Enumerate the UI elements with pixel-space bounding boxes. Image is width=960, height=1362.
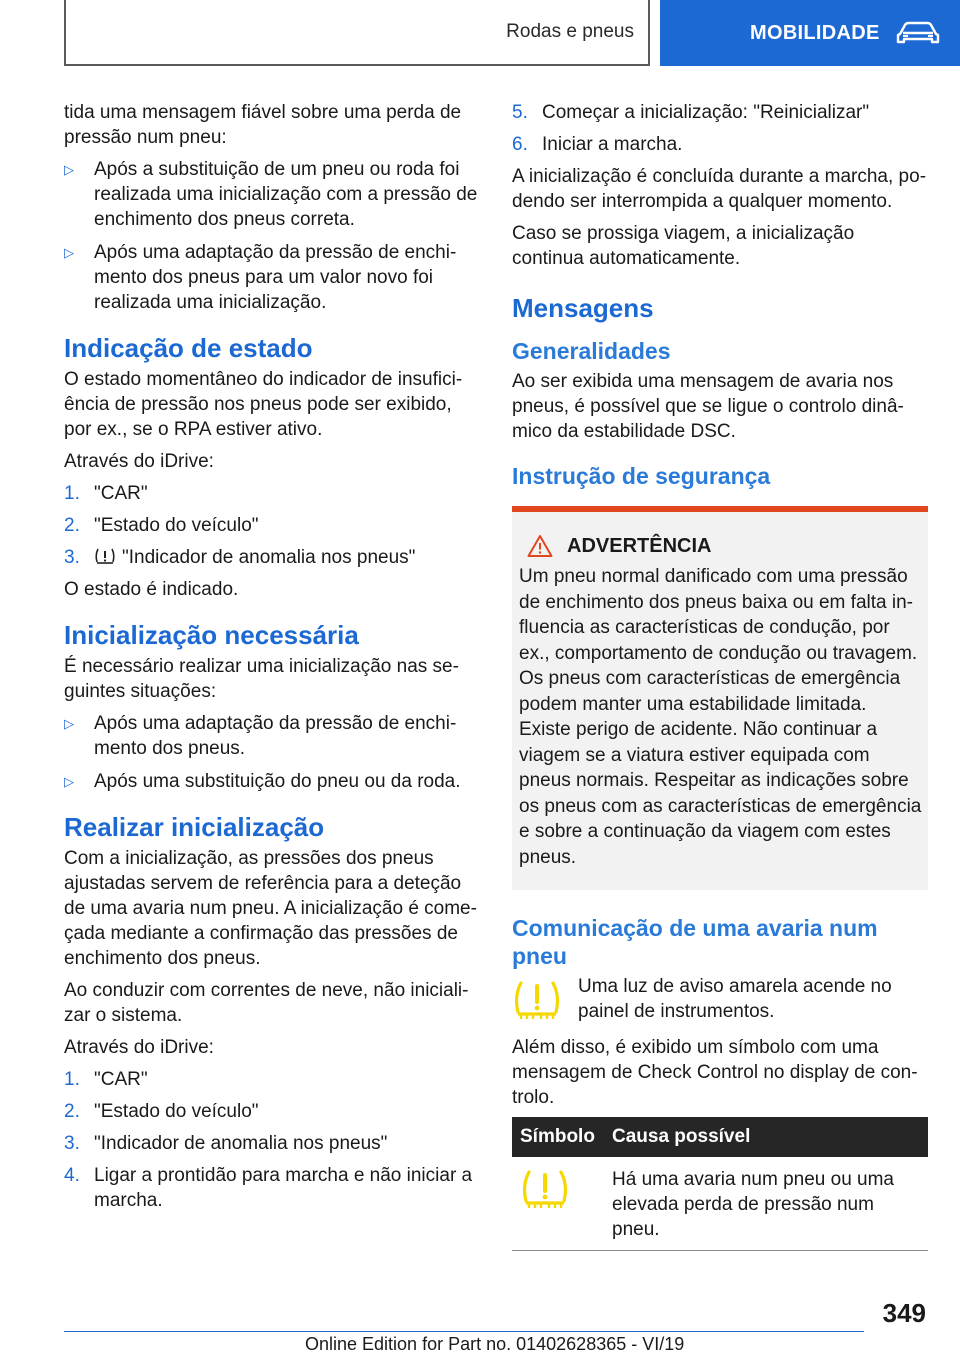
list-item: ▷ Após uma adaptação da pressão de enchimento dos pneus.: [64, 713, 457, 759]
tire-pressure-warning-icon: [512, 978, 562, 1022]
warning-box: [512, 506, 928, 890]
list-item: 4. Ligar a prontidão para marcha e não iniciar a marcha.: [64, 1165, 473, 1211]
triangle-bullet-icon: ▷: [64, 162, 74, 177]
heading-status: Indicação de estado: [64, 333, 313, 363]
warning-light-paragraph: Uma luz de aviso amarela acende no painel de instrumentos.: [512, 974, 928, 1027]
heading-communication: Comunicação de uma avaria num pneu: [512, 915, 878, 969]
table-header-cause: Causa possível: [604, 1117, 928, 1157]
header-chapter-tab: [660, 0, 960, 66]
warning-title: ADVERTÊNCIA: [519, 534, 922, 558]
chapter-title: MOBILIDADE: [750, 21, 880, 44]
intro-text: tida uma mensagem fiável sobre uma perda de pressão num pneu:: [64, 102, 462, 148]
footer-edition: Online Edition for Part no. 01402628365 - VI/19: [305, 1334, 685, 1354]
right-column: [512, 100, 928, 1251]
car-icon: [894, 20, 942, 46]
intro-bullet-list: [64, 157, 480, 315]
status-via: Através do iDrive:: [64, 451, 214, 472]
perform-text-1: Com a inicialização, as pressões dos pneus ajustadas servem de referência para a deteção de uma avaria num pneu. A inicialização é começada mediante a confirmação das pressões de enchimento dos pneus.: [64, 848, 477, 969]
status-result: O estado é indicado.: [64, 579, 239, 600]
table-row: [512, 1157, 928, 1251]
page-number: 349: [882, 1298, 926, 1328]
footer-divider: [64, 1331, 864, 1332]
continue-text: Caso se prossiga viagem, a inicialização continua automaticamente.: [512, 223, 855, 269]
table-header-symbol: Símbolo: [512, 1117, 604, 1157]
list-item: 3. "Indicador de anomalia nos pneus": [64, 1133, 388, 1154]
heading-perform-init: Realizar inicialização: [64, 812, 325, 842]
list-item: ▷ Após uma substituição do pneu ou da roda.: [64, 771, 461, 792]
list-item: 6. Iniciar a marcha.: [512, 134, 683, 155]
list-item: ▷ Após a substituição de um pneu ou roda foi realizada uma inicialização com a pressão de enchimento dos pneus correta.: [64, 159, 478, 230]
continued-steps: [512, 100, 928, 157]
section-title: Rodas e pneus: [506, 21, 634, 42]
heading-safety: Instrução de segurança: [512, 463, 771, 489]
status-text: O estado momentâneo do indicador de insuficiência de pressão nos pneus pode ser exibido, por ex., se o RPA estiver ativo.: [64, 369, 463, 440]
perform-via: Através do iDrive:: [64, 1037, 214, 1058]
list-item: 5. Começar a inicialização: "Reinicializar": [512, 102, 870, 123]
header-section-title: [64, 0, 650, 66]
list-item: 1. "CAR": [64, 483, 148, 504]
list-item: 1. "CAR": [64, 1069, 148, 1090]
list-item: 2. "Estado do veículo": [64, 515, 259, 536]
heading-messages: Mensagens: [512, 293, 654, 323]
heading-init-needed: Inicialização necessária: [64, 620, 359, 650]
warning-triangle-icon: [527, 534, 553, 558]
tire-pressure-icon: [94, 547, 116, 567]
status-steps: [64, 481, 480, 570]
check-control-text: Além disso, é exibido um símbolo com uma mensagem de Check Control no display de controlo.: [512, 1037, 918, 1108]
triangle-bullet-icon: ▷: [64, 716, 74, 731]
perform-steps: [64, 1067, 480, 1213]
tire-pressure-warning-icon: [520, 1167, 570, 1211]
perform-text-2: Ao conduzir com correntes de neve, não inicializar o sistema.: [64, 980, 469, 1026]
heading-general: Generalidades: [512, 338, 671, 364]
table-cell-cause: Há uma avaria num pneu ou uma elevada perda de pressão num pneu.: [604, 1157, 928, 1251]
symbol-table: [512, 1117, 928, 1251]
warning-text: Um pneu normal danificado com uma pressão de enchimento dos pneus baixa ou em falta influencia as características de condução, por ex., comportamento de condução ou travagem. Os pneus com características de emergência podem manter uma estabilidade limitada. Existe perigo de acidente. Não continuar a viagem se a viatura estiver equipada com pneus normais. Respeitar as indicações sobre os pneus com as características de emergência e sobre a continuação da viagem com estes pneus.: [519, 566, 922, 868]
init-needed-text: É necessário realizar uma inicialização nas seguintes situações:: [64, 656, 459, 702]
general-text: Ao ser exibida uma mensagem de avaria nos pneus, é possível que se ligue o controlo dinâmico da estabilidade DSC.: [512, 371, 904, 442]
completion-text: A inicialização é concluída durante a marcha, podendo ser interrompida a qualquer momento.: [512, 166, 927, 212]
init-needed-bullets: [64, 711, 480, 794]
list-item: 2. "Estado do veículo": [64, 1101, 259, 1122]
triangle-bullet-icon: ▷: [64, 774, 74, 789]
left-column: [64, 100, 480, 1220]
list-item: ▷ Após uma adaptação da pressão de enchimento dos pneus para um valor novo foi realizada uma inicialização.: [64, 242, 457, 313]
list-item: 3. "Indicador de anomalia nos pneus": [64, 547, 416, 568]
triangle-bullet-icon: ▷: [64, 245, 74, 260]
